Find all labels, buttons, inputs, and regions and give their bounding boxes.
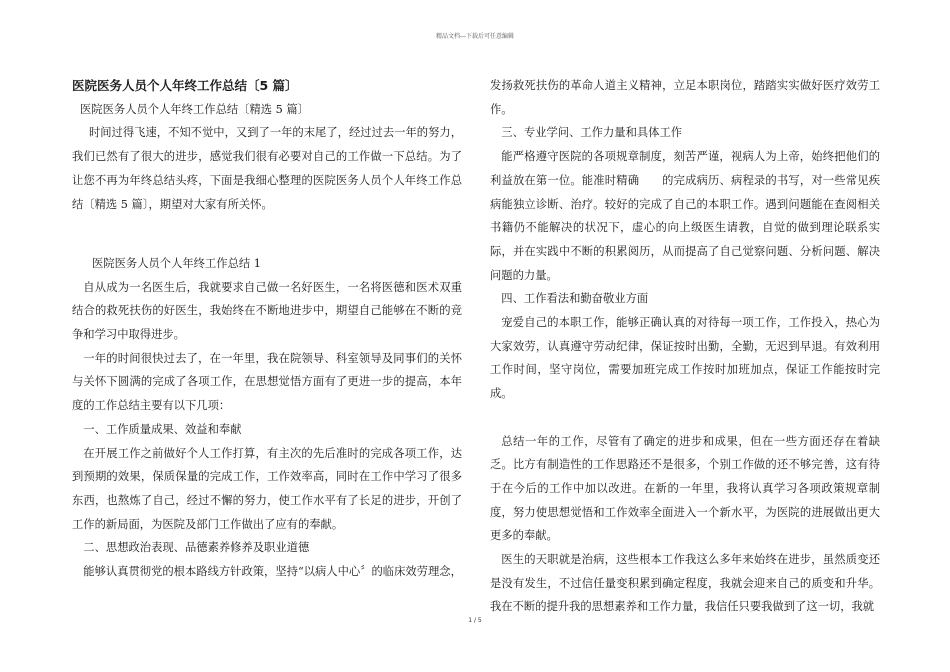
spacer — [72, 240, 462, 252]
section-heading: 一、工作质量成果、效益和奉献 — [83, 422, 242, 436]
page-header: 精品文档---下载后可任意编辑 — [435, 33, 515, 40]
document-title: 医院医务人员个人年终工作总结〔5 篇〕 — [72, 78, 298, 93]
paragraph: 在开展工作之前做好个人工作打算，有主次的先后准时的完成各项工作，达到预期的效果，保质保量的完成工作，工作效率高，同时在工作中学习了很多东西，也熬炼了自己，经过不懈的努力，使工作水平有了长足的进步，开创了工作的新局面，为医院及部门工作做出了应有的奉献。 — [72, 446, 462, 531]
section-heading: 二、思想政治表现、品德素养修养及职业道德 — [83, 541, 310, 555]
intro-paragraph: 时间过得飞速，不知不觉中，又到了一年的末尾了，经过过去一年的努力，我们已然有了很大的进步，感觉我们很有必要对自己的工作做一下总结。为了让您不再为年终总结头疼，下面是我细心整理的医院医务人员个人年终工作总结〔精选 5 篇〕，期望对大家有所关怀。 — [72, 126, 462, 211]
paragraph: 能够认真贯彻党的根本路线方针政策，坚持“以病人中心〞的临床效劳理念， — [83, 565, 462, 579]
paragraph: 发扬救死扶伤的革命人道主义精神，立足本职岗位，踏踏实实做好医疗效劳工作。 — [490, 79, 880, 116]
right-column — [490, 74, 880, 619]
spacer — [490, 406, 880, 430]
paragraph: 医生的天职就是治病，这些根本工作我这么多年来始终在进步，虽然质变还是没有发生，不过信任量变积累到确定程度，我就会迎来自己的质变和升华。我在不断的提升我的思想素养和工作力量，我信任只要我做到了这一切，我就 — [490, 553, 880, 614]
section-heading: 三、专业学问、工作力量和具体工作 — [501, 126, 683, 140]
paragraph: 总结一年的工作，尽管有了确定的进步和成果，但在一些方面还存在着缺乏。比方有制造性的工作思路还不是很多，个别工作做的还不够完善，这有待于在今后的工作中加以改进。在新的一年里，我将认真学习各项政策规章制度，努力使思想觉悟和工作效率全面进入一个新水平，为医院的进展做出更大更多的奉献。 — [490, 434, 880, 543]
section-heading: 四、工作看法和勤奋敬业方面 — [501, 292, 649, 306]
left-column — [72, 74, 462, 584]
paragraph: 宠爱自己的本职工作，能够正确认真的对待每一项工作，工作投入，热心为大家效劳，认真遵守劳动纪律，保证按时出勤，全勤，无迟到早退。有效利用工作时间，坚守岗位，需要加班完成工作按时加班加点，保证工作能按时完成。 — [490, 316, 880, 401]
paragraph: 一年的时间很快过去了，在一年里，我在院领导、科室领导及同事们的关怀与关怀下圆满的完成了各项工作，在思想觉悟方面有了更进一步的提高，本年度的工作总结主要有以下几项： — [72, 351, 462, 413]
paragraph: 能严格遵守医院的各项规章制度，刻苦严谨，视病人为上帝，始终把他们的利益放在第一位。能准时精确 的完成病历、病程录的书写，对一些常见疾病能独立诊断、治疗。较好的完成了自己的本职工作。遇到问题能在查阅相关书籍仍不能解决的状况下，虚心的向上级医生请教，自觉的做到理论联系实际，并在实践中不断的积累阅历，从而提高了自己觉察问题、分析问题、解决问题的力量。 — [490, 150, 880, 282]
document-subtitle: 医院医务人员个人年终工作总结〔精选 5 篇〕 — [80, 102, 310, 116]
article-heading: 医院医务人员个人年终工作总结 1 — [92, 256, 261, 270]
spacer — [72, 216, 462, 240]
page-number: 1 / 5 — [468, 617, 482, 624]
paragraph: 自从成为一名医生后，我就要求自己做一名好医生，一名将医德和医术双重结合的救死扶伤的好医生，我始终在不断地进步中，期望自己能够在不断的竞争和学习中取得进步。 — [72, 280, 462, 341]
